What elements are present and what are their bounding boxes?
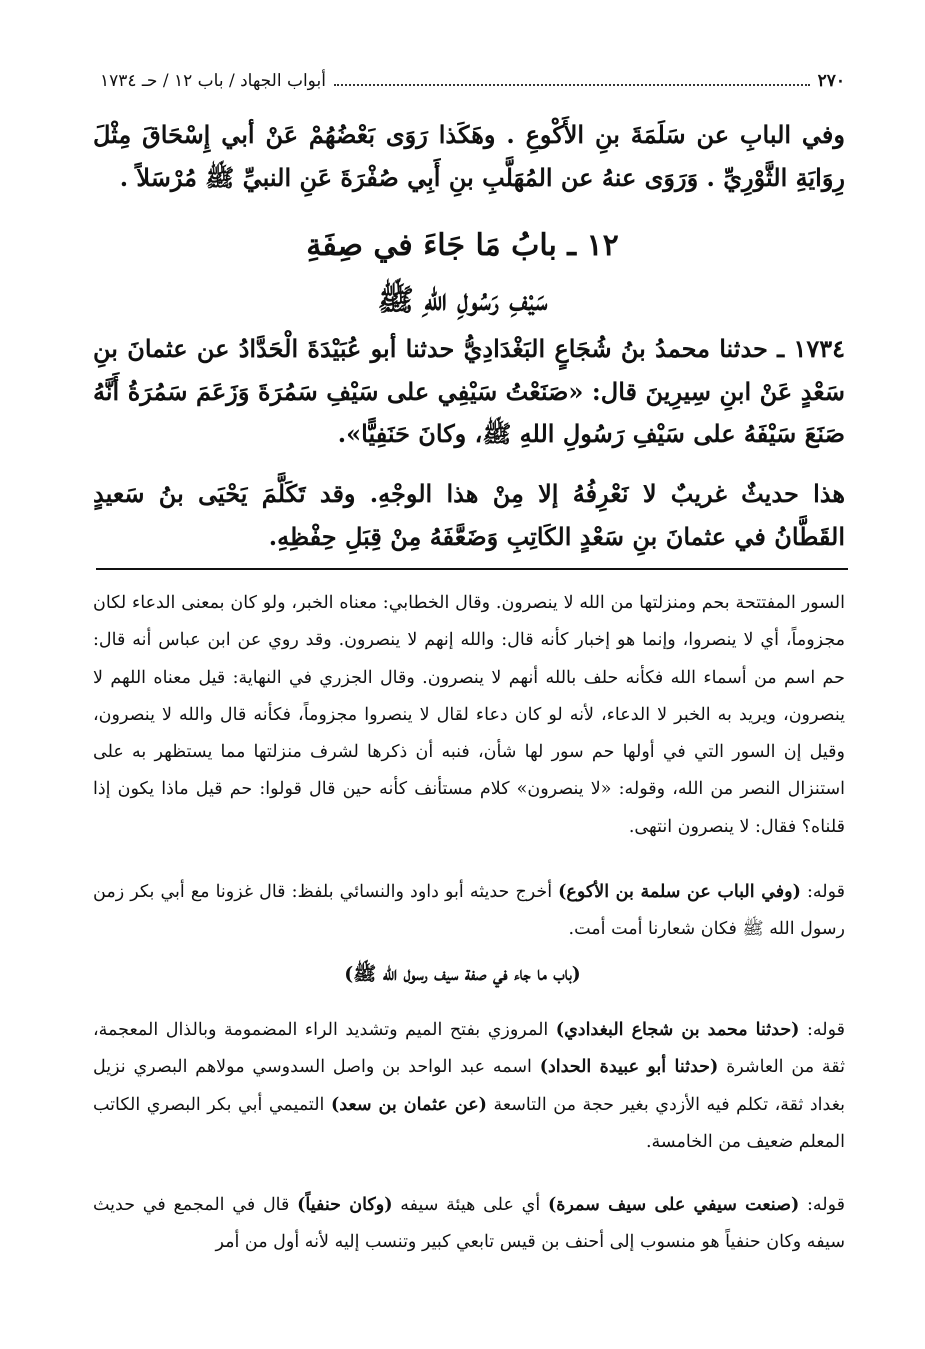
commentary-quote: (عن عثمان بن سعد) [330, 1094, 487, 1115]
commentary-chapter-title: (باب ما جاء في صفة سيف رسول الله ﷺ) [344, 963, 581, 985]
tirmidhi-grading-note: هذا حديثٌ غريبٌ لا نَعْرِفُهُ إلا مِنْ هذا الوجْهِ. وقد تَكَلَّمَ يَحْيَى بنُ سَعيدٍ القَطَّانُ في عثمانَ بنِ سَعْدٍ الكَاتِبِ وَضَعَّفَهُ مِنْ قِبَلِ حِفْظِهِ. [93, 479, 845, 551]
commentary-lead: قوله: [799, 1195, 845, 1215]
commentary-paragraph-1: السور المفتتحة بحم ومنزلتها من الله لا ينصرون. وقال الخطابي: معناه الخبر، ولو كان بمعنى الدعاء لكان مجزوماً، أي لا ينصروا، وإنما هو إخبار كأنه قال: والله إنهم لا ينصرون. وقد روي عن ابن عباس أنه قال: حم اسم من أسماء الله فكأنه حلف بالله أنهم لا ينصرون. وقال الجزري في النهاية: قيل معناه اللهم لا ينصرون، ويريد به الخبر لا الدعاء، لأنه لو كان دعاء لقال لا ينصروا مجزوماً، فكأنه قال والله لا ينصرون، وقيل إن السور التي في أولها حم سور لها شأن، فنبه أن ذكرها لشرف منزلتها مما يستظهر به على استنزال النصر من الله، وقوله: «لا ينصرون» كلام مستأنف كأنه حين قال قولوا: حم قيل ماذا يكون إذا قلناه؟ فقال: لا ينصرون انتهى. [93, 593, 845, 837]
commentary-lead: قوله: [799, 1020, 845, 1040]
running-header [100, 66, 845, 96]
chapter-title-line1: ١٢ ـ بابُ مَا جَاءَ في صِفَةِ [306, 228, 619, 263]
commentary-lead: قوله: [800, 882, 845, 902]
page-number: ٢٧٠ [817, 71, 845, 91]
commentary-quote: (حدثنا محمد بن شجاع البغدادي) [555, 1020, 800, 1040]
commentary-text: أخرج حديثه أبو داود والنسائي بلفظ: قال غزونا مع أبي بكر زمن رسول الله ﷺ فكان شعارنا أمت أمت. [93, 882, 845, 940]
commentary-text: قال في المجمع في حديث سيفه وكان حنفياً هو منسوب إلى أحنف بن قيس تابعي كبير وتنسب إليه لأنه أول من أمر [93, 1195, 845, 1253]
hadith-1734-text: ١٧٣٤ ـ حدثنا محمدُ بنُ شُجَاعٍ البَغْدَادِيُّ حدثنا أبو عُبَيْدَةَ الْحَدَّادُ عن عثمانَ بنِ سَعْدٍ عَنْ ابنِ سِيرِينَ قال: «صَنَعْتُ سَيْفِي على سَيْفِ سَمُرَةَ وَزَعَمَ سَمُرَةُ أَنَّهُ صَنَعَ سَيْفَهُ على سَيْفِ رَسُولِ اللهِ ﷺ، وكانَ حَنَفِيًّا». [93, 334, 846, 449]
commentary-paragraph-3 [93, 1012, 845, 1161]
commentary-text: التميمي أبي بكر البصري الكاتب المعلم ضعيف من الخامسة. [93, 1094, 845, 1152]
commentary-text: المروزي بفتح الميم وتشديد الراء المضمومة وبالذال المعجمة، ثقة من العاشرة [93, 1020, 845, 1078]
header-dot-leader [334, 76, 810, 86]
running-title: أبواب الجهاد / باب ١٢ / حـ ١٧٣٤ [100, 71, 326, 91]
commentary-paragraph-4 [93, 1187, 845, 1262]
commentary-text: اسمه عبد الواحد بن واصل السدوسي مولاهم البصري نزيل بغداد ثقة، تكلم فيه الأزدي بغير حجة من التاسعة [93, 1057, 846, 1115]
matn-paragraph-1: وفي البابِ عن سَلَمَةَ بنِ الأَكْوعِ . وهَكَذا رَوَى بَعْضُهُمْ عَنْ أبي إِسْحَاقَ مِثْلَ رِوَايَةِ الثَّوْرِيِّ . وَرَوَى عنهُ عن المُهَلَّبِ بنِ أَبِي صُفْرَةَ عَنِ النبيِّ ﷺ مُرْسَلاً . [93, 120, 845, 192]
commentary-paragraph-2 [93, 874, 845, 949]
commentary-quote: (وكان حنفياً) [297, 1195, 393, 1215]
commentary-text: أي على هيئة سيفه [392, 1195, 548, 1215]
chapter-title-line2: سَيْفِ رَسُولِ اللهِ ﷺ [377, 283, 548, 318]
footnote-separator [96, 568, 848, 570]
commentary-quote: (حدثنا أبو عبيدة الحداد) [539, 1057, 719, 1078]
commentary-quote: (صنعت سيفي على سيف سمرة) [547, 1195, 800, 1215]
commentary-quote: (وفي الباب عن سلمة بن الأكوع) [558, 882, 801, 902]
